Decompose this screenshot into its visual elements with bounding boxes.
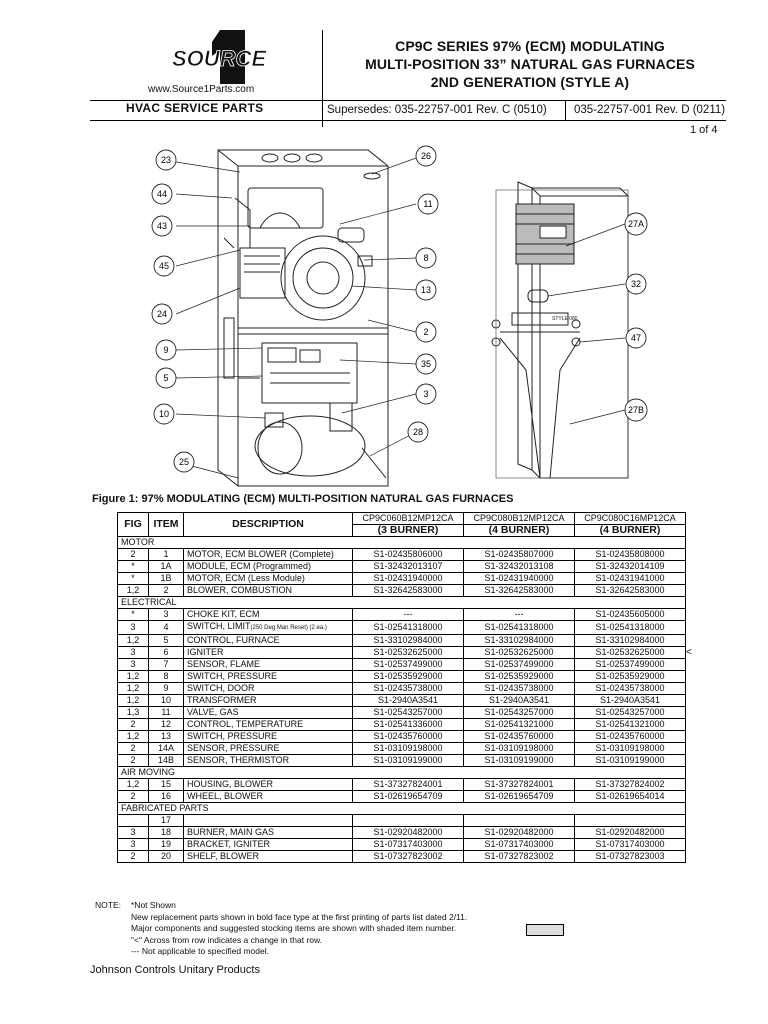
fig-cell: 1,2 [118,585,149,597]
svg-text:32: 32 [630,279,642,289]
note-line: Major components and suggested stocking items are shown with shaded item number. [131,923,457,933]
description-text: SWITCH, DOOR [187,683,255,693]
page-title-line-1: CP9C SERIES 97% (ECM) MODULATING [395,38,665,54]
description-cell [184,755,353,767]
item-cell: 17 [149,815,184,827]
part-number-cell: S1-02619654709 [353,791,464,803]
note-line: New replacement parts shown in bold face type at the first printing of parts list dated 2/11. [131,911,468,922]
description-cell [184,743,353,755]
item-cell: 14B [149,755,184,767]
item-cell: 11 [149,707,184,719]
item-cell: 9 [149,683,184,695]
description-cell [184,647,353,659]
svg-text:13: 13 [420,285,432,295]
fig-cell: 1,3 [118,707,149,719]
part-number-cell: S1-02541318000 [464,621,575,635]
notes-label: NOTE: [95,900,121,910]
part-number-cell: S1-32642583000 [575,585,686,597]
page-title-line-3: 2ND GENERATION (STYLE A) [430,74,630,90]
table-row [118,827,686,839]
description-cell [184,707,353,719]
callout-27a [625,213,647,235]
svg-text:24: 24 [156,309,168,319]
shaded-item-legend-swatch [526,924,564,936]
svg-text:25: 25 [178,457,190,467]
part-number-cell: S1-07327823002 [353,851,464,863]
description-cell [184,635,353,647]
table-row [118,671,686,683]
description-text: BRACKET, IGNITER [187,839,271,849]
part-number-cell: S1-03109199000 [575,755,686,767]
fig-cell: 3 [118,647,149,659]
part-number-cell: S1-32432013108 [464,561,575,573]
part-number-cell: S1-02535929000 [575,671,686,683]
part-number-cell: S1-07317403000 [575,839,686,851]
part-number-cell: S1-02435807000 [464,549,575,561]
part-number-cell: S1-02537499000 [575,659,686,671]
part-number-cell: S1-02535929000 [353,671,464,683]
part-number-cell: S1-02435738000 [464,683,575,695]
callout-23 [156,150,176,170]
part-number-cell: S1-02541318000 [575,621,686,635]
part-number-cell: S1-07327823003 [575,851,686,863]
description-text: SWITCH, PRESSURE [187,671,278,681]
description-text: VALVE, GAS [187,707,239,717]
part-number-cell: S1-03109199000 [353,755,464,767]
description-cell [184,731,353,743]
fig-cell: 3 [118,621,149,635]
svg-text:5: 5 [163,373,169,383]
svg-text:27B: 27B [627,405,645,415]
description-text: IGNITER [187,647,224,657]
description-text: SWITCH, LIMIT [187,621,251,631]
callout-32 [626,274,646,294]
description-cell [184,659,353,671]
svg-text:9: 9 [163,345,169,355]
table-row [118,743,686,755]
notes-block [95,900,467,958]
item-cell: 2 [149,585,184,597]
col-header-description: DESCRIPTION [184,513,353,537]
door-label: STYLE 080 [552,316,578,322]
part-number-cell: S1-33102984000 [575,635,686,647]
part-number-cell [464,815,575,827]
svg-text:44: 44 [156,189,168,199]
section-row [118,597,686,609]
fig-cell: 3 [118,659,149,671]
svg-text:45: 45 [158,261,170,271]
fig-cell: 3 [118,839,149,851]
callout-3 [416,384,436,404]
description-text: BLOWER, COMBUSTION [187,585,293,595]
part-number-cell: S1-02543257000 [464,707,575,719]
callout-45 [154,256,174,276]
part-number-cell: S1-32642583000 [464,585,575,597]
model-header: CP9C080C16MP12CA [575,513,686,525]
part-number-cell: --- [464,609,575,621]
svg-text:26: 26 [420,151,432,161]
description-cell [184,827,353,839]
callout-5 [156,368,176,388]
section-row [118,767,686,779]
callout-8 [416,248,436,268]
part-number-cell: S1-07317403000 [353,839,464,851]
svg-text:43: 43 [156,221,168,231]
part-number-cell: S1-32432014109 [575,561,686,573]
note-line: "<" Across from row indicates a change in that row. [131,934,323,945]
callout-27b [625,399,647,421]
svg-text:35: 35 [420,359,432,369]
model-header: CP9C060B12MP12CA [353,513,464,525]
description-cell [184,549,353,561]
svg-text:8: 8 [423,253,429,263]
svg-text:23: 23 [160,155,172,165]
footer-company: Johnson Controls Unitary Products [90,964,260,976]
part-number-cell: S1-32642583000 [353,585,464,597]
source1-logo [150,28,270,88]
svg-text:11: 11 [423,199,433,209]
fig-cell: * [118,609,149,621]
item-cell: 16 [149,791,184,803]
item-cell: 19 [149,839,184,851]
part-number-cell: S1-03109198000 [575,743,686,755]
part-number-cell: S1-02435760000 [464,731,575,743]
table-row [118,549,686,561]
part-number-cell: S1-37327824002 [575,779,686,791]
callout-24 [152,304,172,324]
part-number-cell: S1-02543257000 [353,707,464,719]
svg-text:27A: 27A [627,219,645,229]
description-text: MOTOR, ECM (Less Module) [187,573,305,583]
table-row [118,659,686,671]
description-text: CONTROL, FURNACE [187,635,280,645]
part-number-cell: S1-02537499000 [353,659,464,671]
callout-9 [156,340,176,360]
table-row [118,647,686,659]
callout-44 [152,184,172,204]
svg-text:2: 2 [423,327,429,337]
item-cell: 15 [149,779,184,791]
col-header-item: ITEM [149,513,184,537]
supersedes-text: Supersedes: 035-22757-001 Rev. C (0510) [327,104,547,116]
logo-text: SOURCE [172,46,267,71]
part-number-cell: S1-02541321000 [464,719,575,731]
part-number-cell: --- [353,609,464,621]
description-cell [184,791,353,803]
table-row [118,779,686,791]
fig-cell: 2 [118,719,149,731]
item-cell: 18 [149,827,184,839]
table-row [118,839,686,851]
item-cell: 6 [149,647,184,659]
burner-header: (4 BURNER) [464,525,575,537]
description-cell [184,779,353,791]
fig-cell: 1,2 [118,683,149,695]
description-cell [184,585,353,597]
description-cell [184,719,353,731]
item-cell: 8 [149,671,184,683]
section-row [118,803,686,815]
description-text: CHOKE KIT, ECM [187,609,260,619]
callout-10 [154,404,174,424]
table-row [118,585,686,597]
fig-cell: 2 [118,549,149,561]
part-number-cell: S1-03109198000 [353,743,464,755]
table-row [118,707,686,719]
table-row [118,609,686,621]
part-number-cell: S1-02535929000 [464,671,575,683]
page-number: 1 of 4 [690,124,718,136]
table-row [118,851,686,863]
part-number-cell: S1-02435738000 [575,683,686,695]
part-number-cell: S1-2940A3541 [353,695,464,707]
fig-cell: 3 [118,827,149,839]
table-row [118,621,686,635]
part-number-cell: S1-02619654709 [464,791,575,803]
section-label: MOTOR [118,537,686,549]
description-text: MODULE, ECM (Programmed) [187,561,312,571]
description-note: (250 Deg Man Reset) (2 ea.) [250,625,327,631]
item-cell: 1A [149,561,184,573]
fig-cell [118,815,149,827]
part-number-cell: S1-02541321000 [575,719,686,731]
description-text: HOUSING, BLOWER [187,779,274,789]
description-text: SWITCH, PRESSURE [187,731,278,741]
callout-47 [626,328,646,348]
parts-table-body [118,537,686,863]
furnace-exploded-diagram [140,138,660,488]
part-number-cell: S1-03109198000 [464,743,575,755]
figure-caption: Figure 1: 97% MODULATING (ECM) MULTI-POSITION NATURAL GAS FURNACES [92,493,514,505]
part-number-cell: S1-02543257000 [575,707,686,719]
part-number-cell: S1-2940A3541 [464,695,575,707]
part-number-cell: S1-07327823002 [464,851,575,863]
description-text: MOTOR, ECM BLOWER (Complete) [187,549,334,559]
description-cell [184,561,353,573]
fig-cell: 2 [118,791,149,803]
part-number-cell: S1-02435605000 [575,609,686,621]
part-number-cell [353,815,464,827]
table-row [118,561,686,573]
burner-header: (4 BURNER) [575,525,686,537]
part-number-cell: S1-33102984000 [353,635,464,647]
model-header: CP9C080B12MP12CA [464,513,575,525]
part-number-cell: S1-02435760000 [353,731,464,743]
fig-cell: 1,2 [118,635,149,647]
description-cell [184,695,353,707]
page-title-line-2: MULTI-POSITION 33” NATURAL GAS FURNACES [365,56,695,72]
table-row [118,635,686,647]
item-cell: 1 [149,549,184,561]
burner-header: (3 BURNER) [353,525,464,537]
website-url: www.Source1Parts.com [148,84,255,95]
description-cell [184,851,353,863]
item-cell: 10 [149,695,184,707]
item-cell: 5 [149,635,184,647]
description-cell [184,609,353,621]
table-row [118,731,686,743]
part-number-cell: S1-02435738000 [353,683,464,695]
note-line: *Not Shown [131,900,176,910]
section-label: AIR MOVING [118,767,686,779]
callout-25 [174,452,194,472]
description-text: SENSOR, FLAME [187,659,261,669]
section-label: ELECTRICAL [118,597,686,609]
description-text: TRANSFORMER [187,695,257,705]
part-number-cell: S1-02435806000 [353,549,464,561]
col-header-fig: FIG [118,513,149,537]
part-number-cell: S1-02532625000 [353,647,464,659]
part-number-cell: S1-02541336000 [353,719,464,731]
note-line: --- Not applicable to specified model. [131,946,269,956]
callout-13 [416,280,436,300]
fig-cell: * [118,561,149,573]
callout-2 [416,322,436,342]
item-cell: 12 [149,719,184,731]
revision-text: 035-22757-001 Rev. D (0211) [574,104,726,116]
svg-text:10: 10 [158,409,170,419]
part-number-cell: S1-02920482000 [353,827,464,839]
part-number-cell: S1-32432013107 [353,561,464,573]
section-label: HVAC SERVICE PARTS [126,101,264,115]
part-number-cell: S1-02431941000 [575,573,686,585]
section-label: FABRICATED PARTS [118,803,686,815]
callout-26 [416,146,436,166]
part-number-cell: S1-02920482000 [575,827,686,839]
change-marker: < [686,647,692,658]
svg-text:28: 28 [412,427,424,437]
description-cell [184,683,353,695]
callout-43 [152,216,172,236]
fig-cell: 2 [118,743,149,755]
description-text: SENSOR, PRESSURE [187,743,280,753]
fig-cell: 1,2 [118,695,149,707]
part-number-cell: S1-02431940000 [353,573,464,585]
fig-cell: 1,2 [118,671,149,683]
part-number-cell: S1-33102984000 [464,635,575,647]
item-cell: 4 [149,621,184,635]
description-cell [184,815,353,827]
section-row [118,537,686,549]
item-cell: 3 [149,609,184,621]
item-cell: 14A [149,743,184,755]
part-number-cell: S1-2940A3541 [575,695,686,707]
svg-text:47: 47 [630,333,642,343]
item-cell: 20 [149,851,184,863]
svg-text:3: 3 [423,389,429,399]
item-cell: 1B [149,573,184,585]
callout-11 [418,194,438,214]
table-row [118,791,686,803]
description-text: CONTROL, TEMPERATURE [187,719,304,729]
part-number-cell [575,815,686,827]
fig-cell: 1,2 [118,731,149,743]
revision-divider [565,100,566,120]
description-cell [184,573,353,585]
table-row [118,573,686,585]
description-cell [184,621,353,635]
item-cell: 7 [149,659,184,671]
description-cell [184,839,353,851]
fig-cell: 2 [118,755,149,767]
fig-cell: 1,2 [118,779,149,791]
part-number-cell: S1-02435760000 [575,731,686,743]
part-number-cell: S1-02920482000 [464,827,575,839]
part-number-cell: S1-02532625000 [464,647,575,659]
fig-cell: 2 [118,851,149,863]
part-number-cell: S1-37327824001 [353,779,464,791]
callout-28 [408,422,428,442]
description-text: WHEEL, BLOWER [187,791,264,801]
part-number-cell: S1-07317403000 [464,839,575,851]
description-cell [184,671,353,683]
table-row [118,695,686,707]
description-text: SENSOR, THERMISTOR [187,755,290,765]
part-number-cell: S1-03109199000 [464,755,575,767]
table-row [118,683,686,695]
parts-table [117,512,686,863]
part-number-cell: S1-02541318000 [353,621,464,635]
header-divider [322,30,323,127]
callout-35 [416,354,436,374]
part-number-cell: S1-02532625000 [575,647,686,659]
header-rule-bottom [90,120,726,121]
part-number-cell: S1-02537499000 [464,659,575,671]
table-row [118,755,686,767]
part-number-cell: S1-02431940000 [464,573,575,585]
part-number-cell: S1-02435808000 [575,549,686,561]
description-text: SHELF, BLOWER [187,851,260,861]
item-cell: 13 [149,731,184,743]
table-row [118,719,686,731]
description-text: BURNER, MAIN GAS [187,827,275,837]
part-number-cell: S1-37327824001 [464,779,575,791]
part-number-cell: S1-02619654014 [575,791,686,803]
fig-cell: * [118,573,149,585]
table-row [118,815,686,827]
